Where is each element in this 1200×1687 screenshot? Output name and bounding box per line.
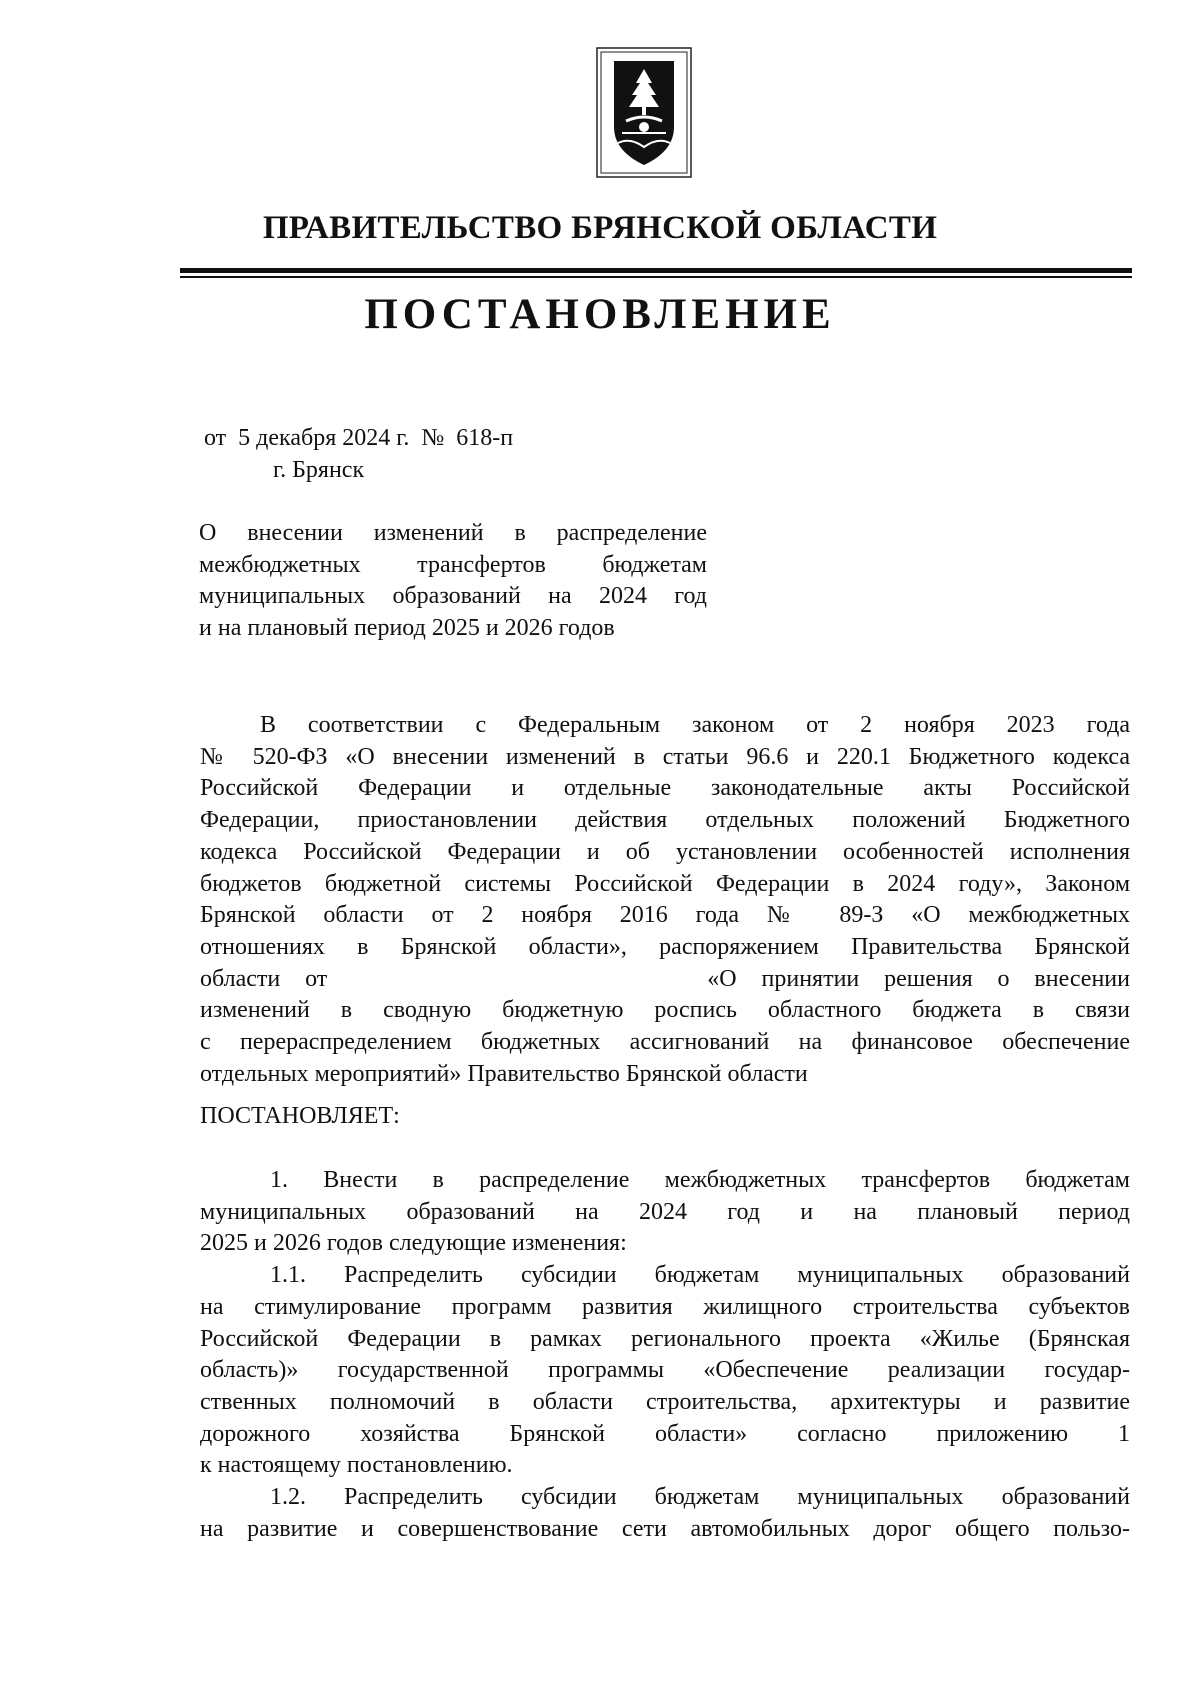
item-line: муниципальных образований на 2024 год и на плановый период	[200, 1198, 1130, 1225]
items-section	[200, 1165, 1130, 1545]
preamble-line: кодекса Российской Федерации и об установлении особенностей исполнения	[200, 838, 1130, 865]
preamble-fragment: области от	[200, 965, 328, 992]
header-rule-thick	[180, 268, 1132, 273]
item-line: Российской Федерации в рамках регионального проекта «Жилье (Брянская	[200, 1325, 1130, 1352]
preamble-fragment: «О принятии решения о внесении	[707, 965, 1130, 992]
preamble-line: Брянской области от 2 ноября 2016 года № 89-З «О межбюджетных	[200, 902, 1130, 929]
decree-word: ПОСТАНОВЛЯЕТ:	[200, 1103, 400, 1129]
preamble-line: отдельных мероприятий» Правительство Брянской области	[200, 1060, 808, 1087]
item-line: область)» государственной программы «Обеспечение реализации государ-	[200, 1357, 1130, 1384]
preamble-line: Российской Федерации и отдельные законодательные акты Российской	[200, 775, 1130, 802]
item-line: на развитие и совершенствование сети автомобильных дорог общего пользо-	[200, 1515, 1130, 1542]
item-line: 1.2. Распределить субсидии бюджетам муниципальных образований	[270, 1484, 1130, 1511]
preamble-paragraph	[200, 710, 1130, 1090]
subject-line: О внесении изменений в распределение	[199, 520, 707, 546]
document-city: г. Брянск	[273, 457, 365, 483]
header-rule-thin	[180, 276, 1132, 278]
item-line: 1. Внести в распределение межбюджетных трансфертов бюджетам	[270, 1167, 1130, 1193]
preamble-line: бюджетов бюджетной системы Российской Федерации в 2024 году», Законом	[200, 870, 1130, 897]
preamble-line: с перераспределением бюджетных ассигнований на финансовое обеспечение	[200, 1029, 1130, 1056]
item-line: дорожного хозяйства Брянской области» согласно приложению 1	[200, 1420, 1130, 1447]
government-title: ПРАВИТЕЛЬСТВО БРЯНСКОЙ ОБЛАСТИ	[262, 210, 938, 246]
document-date-number: от 5 декабря 2024 г. № 618-п	[204, 425, 514, 451]
item-line: 1.1. Распределить субсидии бюджетам муниципальных образований	[270, 1262, 1130, 1289]
item-line: ственных полномочий в области строительства, архитектуры и развитие	[200, 1388, 1130, 1415]
subject-line: и на плановый период 2025 и 2026 годов	[199, 614, 615, 641]
preamble-line: отношениях в Брянской области», распоряжением Правительства Брянской	[200, 933, 1130, 960]
coat-of-arms-icon	[596, 47, 692, 178]
item-line: 2025 и 2026 годов следующие изменения:	[200, 1230, 627, 1257]
item-line: на стимулирование программ развития жилищного строительства субъектов	[200, 1293, 1130, 1320]
preamble-line: В соответствии с Федеральным законом от 2 ноября 2023 года	[260, 712, 1130, 738]
subject-line: межбюджетных трансфертов бюджетам	[199, 551, 707, 578]
preamble-line: изменений в сводную бюджетную роспись областного бюджета в связи	[200, 997, 1130, 1024]
preamble-line-with-blank	[200, 964, 1130, 996]
item-line: к настоящему постановлению.	[200, 1452, 513, 1479]
document-subject	[199, 518, 707, 644]
subject-line: муниципальных образований на 2024 год	[199, 583, 707, 609]
preamble-line: Федерации, приостановлении действия отдельных положений Бюджетного	[200, 807, 1130, 834]
preamble-line: № 520-ФЗ «О внесении изменений в статьи 96.6 и 220.1 Бюджетного кодекса	[200, 743, 1130, 770]
document-type-title: ПОСТАНОВЛЕНИЕ	[364, 291, 836, 338]
